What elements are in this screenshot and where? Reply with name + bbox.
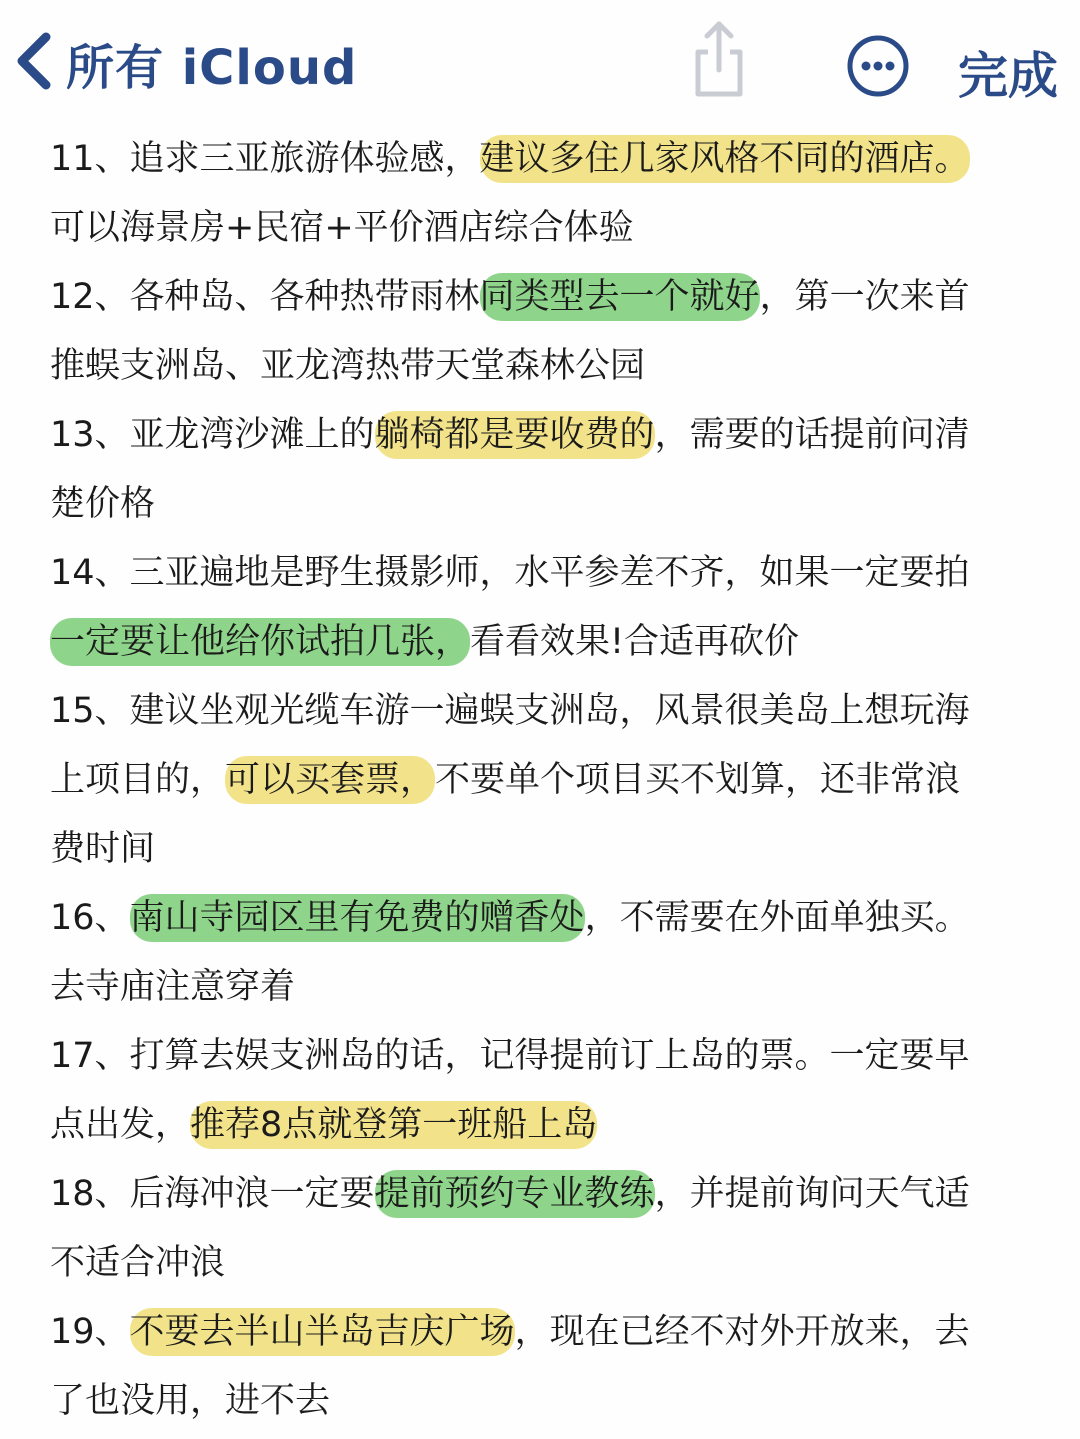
more-button[interactable] <box>846 34 910 98</box>
done-button[interactable]: 完成 <box>958 47 1058 105</box>
note-text: 上项目的， <box>50 760 226 800</box>
note-line <box>50 401 1040 470</box>
share-icon <box>690 18 748 100</box>
green-highlight: 南山寺园区里有免费的赠香处 <box>130 894 585 942</box>
note-line <box>50 263 1040 332</box>
note-line <box>50 1229 1040 1298</box>
back-button[interactable] <box>14 28 357 98</box>
note-text: ，并提前询问天气适 <box>654 1174 970 1214</box>
note-line <box>50 1367 1040 1436</box>
note-text: 楚价格 <box>50 484 156 524</box>
note-text: 13、亚龙湾沙滩上的 <box>50 415 375 455</box>
note-text: 了也没用，进不去 <box>50 1381 331 1421</box>
note-text: ，现在已经不对外开放来，去 <box>514 1312 970 1352</box>
yellow-highlight: 推荐8点就登第一班船上岛 <box>190 1101 597 1149</box>
note-line <box>50 194 1040 263</box>
note-line <box>50 884 1040 953</box>
note-line <box>50 125 1040 194</box>
note-text: 点出发， <box>50 1105 191 1145</box>
note-line <box>50 608 1040 677</box>
note-line <box>50 539 1040 608</box>
note-text: 19、 <box>50 1312 130 1352</box>
note-body[interactable] <box>50 125 1040 1436</box>
green-highlight: 提前预约专业教练 <box>375 1170 655 1218</box>
yellow-highlight: 可以买套票， <box>225 756 435 804</box>
note-text: 12、各种岛、各种热带雨林 <box>50 277 480 317</box>
note-text: 可以海景房+民宿+平价酒店综合体验 <box>50 208 634 248</box>
note-text: ，第一次来首 <box>759 277 970 317</box>
note-text: 不要单个项目买不划算，还非常浪 <box>435 760 961 800</box>
note-line <box>50 1298 1040 1367</box>
yellow-highlight: 躺椅都是要收费的 <box>375 411 655 459</box>
note-text: ，不需要在外面单独买。 <box>584 898 970 938</box>
note-line <box>50 815 1040 884</box>
note-line <box>50 677 1040 746</box>
note-line <box>50 953 1040 1022</box>
green-highlight: 一定要让他给你试拍几张， <box>50 618 470 666</box>
note-text: 16、 <box>50 898 130 938</box>
green-highlight: 同类型去一个就好 <box>480 273 760 321</box>
note-text: 17、打算去娱支洲岛的话，记得提前订上岛的票。一定要早 <box>50 1036 970 1076</box>
note-line <box>50 1022 1040 1091</box>
note-text: 18、后海冲浪一定要 <box>50 1174 375 1214</box>
chevron-left-icon <box>14 31 54 95</box>
note-line <box>50 332 1040 401</box>
more-icon <box>846 34 910 98</box>
note-line <box>50 1091 1040 1160</box>
note-text: 费时间 <box>50 829 156 869</box>
note-text: 15、建议坐观光缆车游一遍蜈支洲岛，风景很美岛上想玩海 <box>50 691 970 731</box>
note-text: 14、三亚遍地是野生摄影师，水平参差不齐，如果一定要拍 <box>50 553 970 593</box>
note-text: 推蜈支洲岛、亚龙湾热带天堂森林公园 <box>50 346 646 386</box>
yellow-highlight: 建议多住几家风格不同的酒店。 <box>480 135 970 183</box>
note-text: 不适合冲浪 <box>50 1243 226 1283</box>
note-text: 去寺庙注意穿着 <box>50 967 296 1007</box>
yellow-highlight: 不要去半山半岛吉庆广场 <box>130 1308 515 1356</box>
share-button[interactable] <box>690 18 748 100</box>
note-line <box>50 1160 1040 1229</box>
note-line <box>50 746 1040 815</box>
note-text: 11、追求三亚旅游体验感， <box>50 139 480 179</box>
note-line <box>50 470 1040 539</box>
note-text: ，需要的话提前问清 <box>654 415 970 455</box>
nav-bar <box>0 0 1080 120</box>
note-text: 看看效果!合适再砍价 <box>470 622 800 662</box>
back-label: 所有 iCloud <box>66 39 358 96</box>
